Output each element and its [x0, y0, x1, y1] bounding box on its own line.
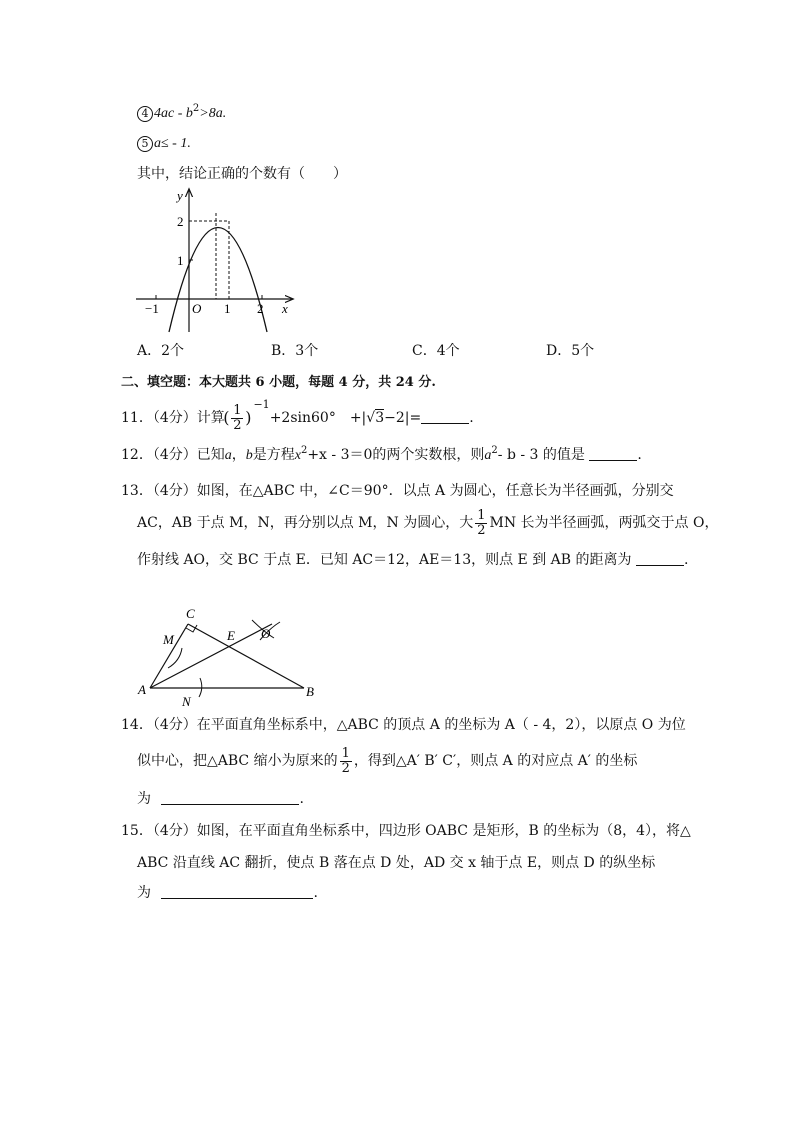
q15-period: .: [313, 885, 318, 901]
origin-label: O: [192, 301, 202, 316]
q12-comma: ，: [231, 447, 246, 463]
item-5: [137, 136, 191, 152]
y-axis-label: y: [177, 188, 183, 203]
q11-tail: −2|=: [384, 410, 422, 426]
option-c[interactable]: C．4个: [412, 343, 460, 359]
q13-line1: 13．（4分）如图，在△ABC 中，∠C＝90°．以点 A 为圆心，任意长为半径画弧，分别交: [121, 483, 674, 499]
y-tick-1: 1: [177, 253, 184, 268]
option-d[interactable]: D．5个: [546, 343, 595, 359]
q12: [121, 445, 642, 463]
option-b[interactable]: B．3个: [271, 343, 319, 359]
q13-line2-part-a: AC，AB 于点 M，N，再分别以点 M，N 为圆心，大: [137, 515, 474, 531]
q12-var-a: a: [224, 448, 232, 463]
q11-exponent: −1: [253, 398, 270, 411]
q14-answer-blank[interactable]: [161, 792, 299, 805]
q14-line2-part-a: 似中心，把△ABC 缩小为原来的: [137, 753, 338, 769]
q13-frac-num: 1: [477, 507, 486, 523]
x-tick-1: 1: [224, 301, 231, 316]
q15-line3: [137, 886, 318, 900]
label-c: C: [186, 606, 195, 621]
triangle-figure: [134, 604, 324, 706]
q13-line3: [137, 553, 688, 567]
q14-line3-text: 为: [137, 791, 151, 807]
q14-line2: [137, 746, 637, 776]
q13-fraction: [475, 509, 487, 538]
q13-answer-blank[interactable]: [636, 553, 684, 566]
arc-m: [168, 648, 182, 668]
x-tick-minus-1: −1: [145, 301, 159, 316]
q11-sqrt-symbol: √: [366, 410, 376, 426]
q13-period: .: [683, 552, 689, 568]
q15-line3-text: 为: [137, 885, 151, 901]
q12-part4: - b - 3 的值是: [497, 447, 585, 463]
y-tick-2: 2: [177, 214, 184, 229]
q11-answer-blank[interactable]: [421, 411, 469, 424]
label-e: E: [227, 628, 235, 643]
q14-frac-den: 2: [341, 760, 350, 776]
q12-var-a2: a: [484, 448, 492, 463]
q15-line1: 15．（4分）如图，在平面直角坐标系中，四边形 OABC 是矩形，B 的坐标为（8，4），将△: [121, 823, 691, 839]
q14-period: .: [299, 791, 304, 807]
q11-sqrt-value: 3: [375, 410, 385, 426]
q12-part2: 是方程: [252, 447, 295, 463]
circled-number-5: 5: [137, 136, 153, 152]
q15-line2: ABC 沿直线 AC 翻折，使点 B 落在点 D 处，AD 交 x 轴于点 E，则点 D 的纵坐标: [137, 855, 656, 871]
q11-frac-den: 2: [233, 417, 242, 433]
label-a: A: [138, 682, 146, 697]
item-4-expression: 4ac - b: [154, 106, 193, 121]
q10-stem: 其中，结论正确的个数有（ ）: [137, 166, 347, 182]
q14-line2-part-b: ，得到△A′ B′ C′，则点 A 的对应点 A′ 的坐标: [353, 753, 638, 769]
parabola-curve: [169, 228, 267, 333]
q11-mid: +2sin60° +|: [269, 410, 367, 426]
item-4-tail: >8a.: [199, 106, 227, 121]
parabola-graph: [132, 186, 297, 336]
x-axis-label: x: [282, 301, 288, 316]
item-4: [137, 103, 227, 122]
q12-exp: 2: [300, 445, 308, 456]
section-2-heading: 二、填空题：本大题共 6 小题，每题 4 分，共 24 分.: [121, 375, 436, 390]
q12-period: .: [637, 447, 642, 463]
label-n: N: [182, 694, 191, 706]
q14-fraction: [340, 747, 352, 776]
label-b: B: [306, 684, 314, 699]
q13-line3-text: 作射线 AO，交 BC 于点 E．已知 AC＝12，AE＝13，则点 E 到 AB 的距离为: [137, 552, 632, 568]
label-o: O: [261, 626, 271, 641]
q12-exp-b: 2: [491, 445, 498, 456]
item-4-exponent: 2: [192, 103, 200, 114]
q12-var-x: x: [294, 448, 301, 463]
q14-line3: [137, 792, 304, 806]
q12-part1: 12．（4分）已知: [121, 447, 225, 463]
circled-number-4: 4: [137, 106, 153, 122]
q11-number: 11．（4分）计算: [121, 410, 225, 426]
q14-line1: 14．（4分）在平面直角坐标系中，△ABC 的顶点 A 的坐标为 A（ - 4，2），以原点 O 为位: [121, 717, 686, 733]
q12-answer-blank[interactable]: [589, 448, 637, 461]
q11-frac-num: 1: [233, 402, 242, 418]
q13-line2-part-b: MN 长为半径画弧，两弧交于点 O，: [489, 515, 719, 531]
q13-frac-den: 2: [477, 522, 486, 538]
q11: [121, 398, 474, 434]
q12-var-b: b: [245, 448, 253, 463]
x-tick-2: 2: [257, 301, 264, 316]
q12-part3: +x - 3＝0的两个实数根，则: [307, 447, 485, 463]
q13-line2: [137, 508, 718, 538]
q14-frac-num: 1: [341, 745, 350, 761]
q15-answer-blank[interactable]: [161, 886, 313, 899]
option-a[interactable]: A．2个: [137, 343, 185, 359]
item-5-expression: a≤ - 1.: [154, 136, 191, 151]
q11-period: .: [469, 410, 474, 426]
side-cb: [188, 624, 304, 688]
label-m: M: [163, 632, 174, 647]
q11-fraction: ( 1 2 ): [223, 402, 252, 433]
